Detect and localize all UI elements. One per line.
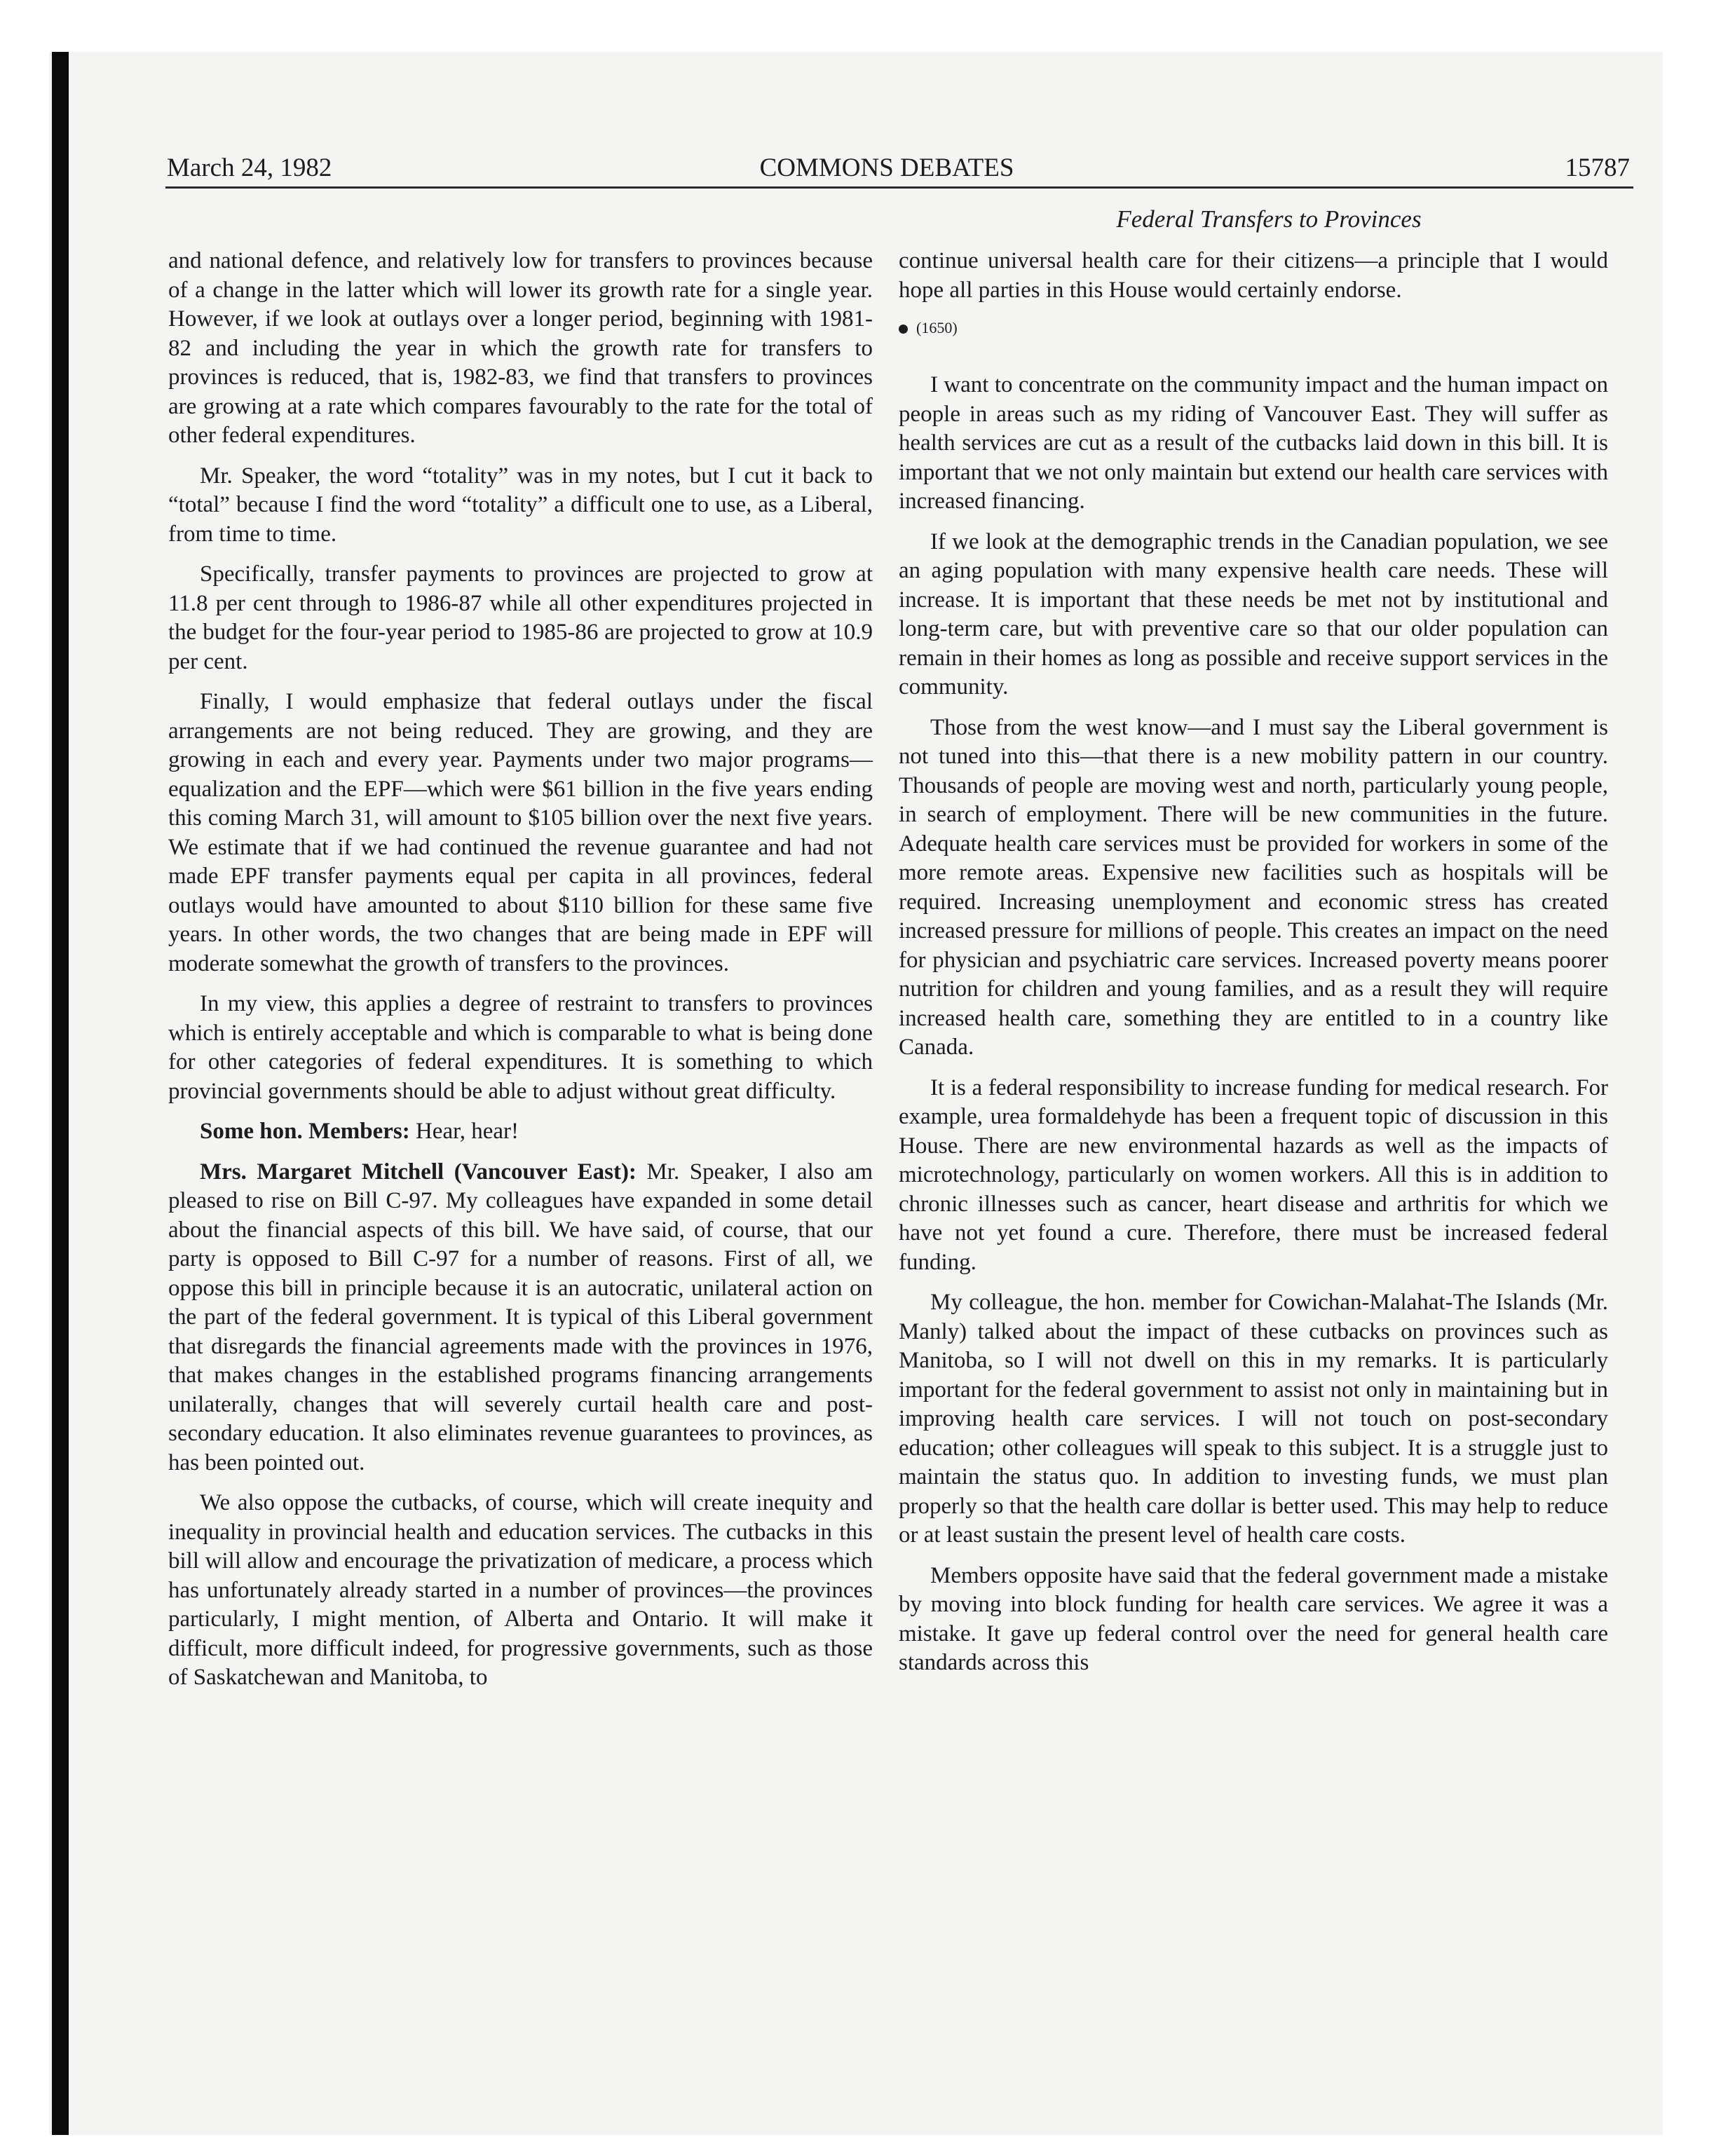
- paragraph: Those from the west know—and I must say the Liberal government is not tuned into this—that there is a new mobility pattern in our country. Thousands of people are moving west and north, particularly young people, in search of employment. There will be new communities in the future. Adequate health care services must be provided for workers in some of the more remote areas. Expensive new facilities such as hospitals will be required. Increasing unemployment and economic stress has created increased pressure for millions of people. This creates an impact on the need for physician and psychiatric care services. Increased poverty means poorer nutrition for children and young families, and as a result they will require increased health care, something they are entitled to in a country like Canada.: [899, 714, 1608, 1060]
- left-column: [168, 247, 873, 1704]
- header-rule: [165, 186, 1633, 189]
- paragraph: continue universal health care for their citizens—a principle that I would hope all parties in this House would certainly endorse.: [899, 248, 1608, 303]
- header-publication: COMMONS DEBATES: [759, 153, 1014, 182]
- paragraph: Members opposite have said that the federal government made a mistake by moving into block funding for health care services. We agree it was a mistake. It gave up federal control over the need for general health care standards across this: [899, 1562, 1608, 1675]
- paragraph: [168, 1158, 873, 1478]
- binding-edge: [52, 52, 69, 2135]
- paragraph: My colleague, the hon. member for Cowichan-Malahat-The Islands (Mr. Manly) talked about the impact of these cutbacks on provinces such as Manitoba, so I will not dwell on this in my remarks. It is particularly important for the federal government to assist not only in maintaining but in improving health care services. I will not touch on post-secondary education; other colleagues will speak to this subject. It is a struggle just to maintain the status quo. In addition to investing funds, we must plan properly so that the health care dollar is better used. This may help to reduce or at least sustain the present level of health care costs.: [899, 1290, 1608, 1548]
- header-page-number: 15787: [1565, 153, 1630, 182]
- paragraph: [168, 1117, 873, 1147]
- header-date: March 24, 1982: [167, 153, 332, 182]
- section-heading: Federal Transfers to Provinces: [1116, 205, 1422, 233]
- speaker-name: Some hon. Members:: [200, 1119, 410, 1144]
- paragraph: Mr. Speaker, the word “totality” was in my notes, but I cut it back to “total” because I find the word “totality” a difficult one to use, as a Liberal, from time to time.: [168, 463, 873, 547]
- time-marker-text: (1650): [916, 319, 958, 336]
- bullet-icon: [899, 325, 908, 334]
- speech-text: Hear, hear!: [409, 1119, 519, 1144]
- paragraph: I want to concentrate on the community impact and the human impact on people in areas such as my riding of Vancouver East. They will suffer as health services are cut as a result of the cutbacks laid down in this bill. It is important that we not only maintain but extend our health care services with increased financing.: [899, 372, 1608, 514]
- paragraph: In my view, this applies a degree of restraint to transfers to provinces which is entirely acceptable and which is comparable to what is being done for other categories of federal expenditures. It is something to which provincial governments should be able to adjust without great difficulty.: [168, 991, 873, 1104]
- paragraph: If we look at the demographic trends in the Canadian population, we see an aging population with many expensive health care needs. These will increase. It is important that these needs be met not by institutional and long-term care, but with preventive care so that our older population can remain in their homes as long as possible and receive support services in the community.: [899, 528, 1608, 700]
- paragraph: We also oppose the cutbacks, of course, which will create inequity and inequality in provincial health and education services. The cutbacks in this bill will allow and encourage the privatization of medicare, a process which has unfortunately already started in a number of provinces—the provinces particularly, I might mention, of Alberta and Ontario. It will make it difficult, more difficult indeed, for progressive governments, such as those of Saskatchewan and Manitoba, to: [168, 1490, 873, 1690]
- paragraph: It is a federal responsibility to increase funding for medical research. For example, urea formaldehyde has been a frequent topic of discussion in this House. There are new environmental hazards as well as the impacts of microtechnology, particularly on women workers. All this is in addition to chronic illnesses such as cancer, heart disease and arthritis for which we have not yet found a cure. Therefore, there must be increased federal funding.: [899, 1074, 1608, 1275]
- paragraph: Specifically, transfer payments to provinces are projected to grow at 11.8 per cent through to 1986-87 while all other expenditures projected in the budget for the four-year period to 1985-86 are projected to grow at 10.9 per cent.: [168, 561, 873, 674]
- time-marker: [899, 318, 1608, 339]
- right-column: [899, 247, 1608, 1689]
- paragraph: and national defence, and relatively low for transfers to provinces because of a change in the latter which will lower its growth rate for a single year. However, if we look at outlays over a longer period, beginning with 1981-82 and including the year in which the growth rate for transfers to provinces is reduced, that is, 1982-83, we find that transfers to provinces are growing at a rate which compares favourably to the rate for the total of other federal expenditures.: [168, 248, 873, 448]
- speech-text: Mr. Speaker, I also am pleased to rise on Bill C-97. My colleagues have expanded in some detail about the financial aspects of this bill. We have said, of course, that our party is opposed to Bill C-97 for a number of reasons. First of all, we oppose this bill in principle because it is an autocratic, unilateral action on the part of the federal government. It is typical of this Liberal government that disregards the financial agreements made with the provinces in 1976, that makes changes in the established programs financing arrangements unilaterally, changes that will severely curtail health care and post-secondary education. It also eliminates revenue guarantees to provinces, as has been pointed out.: [168, 1159, 873, 1475]
- paragraph: Finally, I would emphasize that federal outlays under the fiscal arrangements are not being reduced. They are growing, and they are growing in each and every year. Payments under two major programs—equalization and the EPF—which were $61 billion in the five years ending this coming March 31, will amount to $105 billion over the next five years. We estimate that if we had continued the revenue guarantee and had not made EPF transfer payments equal per capita in all provinces, federal outlays would have amounted to about $110 billion for these same five years. In other words, the two changes that are being made in EPF will moderate somewhat the growth of transfers to the provinces.: [168, 689, 873, 976]
- speaker-name: Mrs. Margaret Mitchell (Vancouver East):: [200, 1159, 637, 1185]
